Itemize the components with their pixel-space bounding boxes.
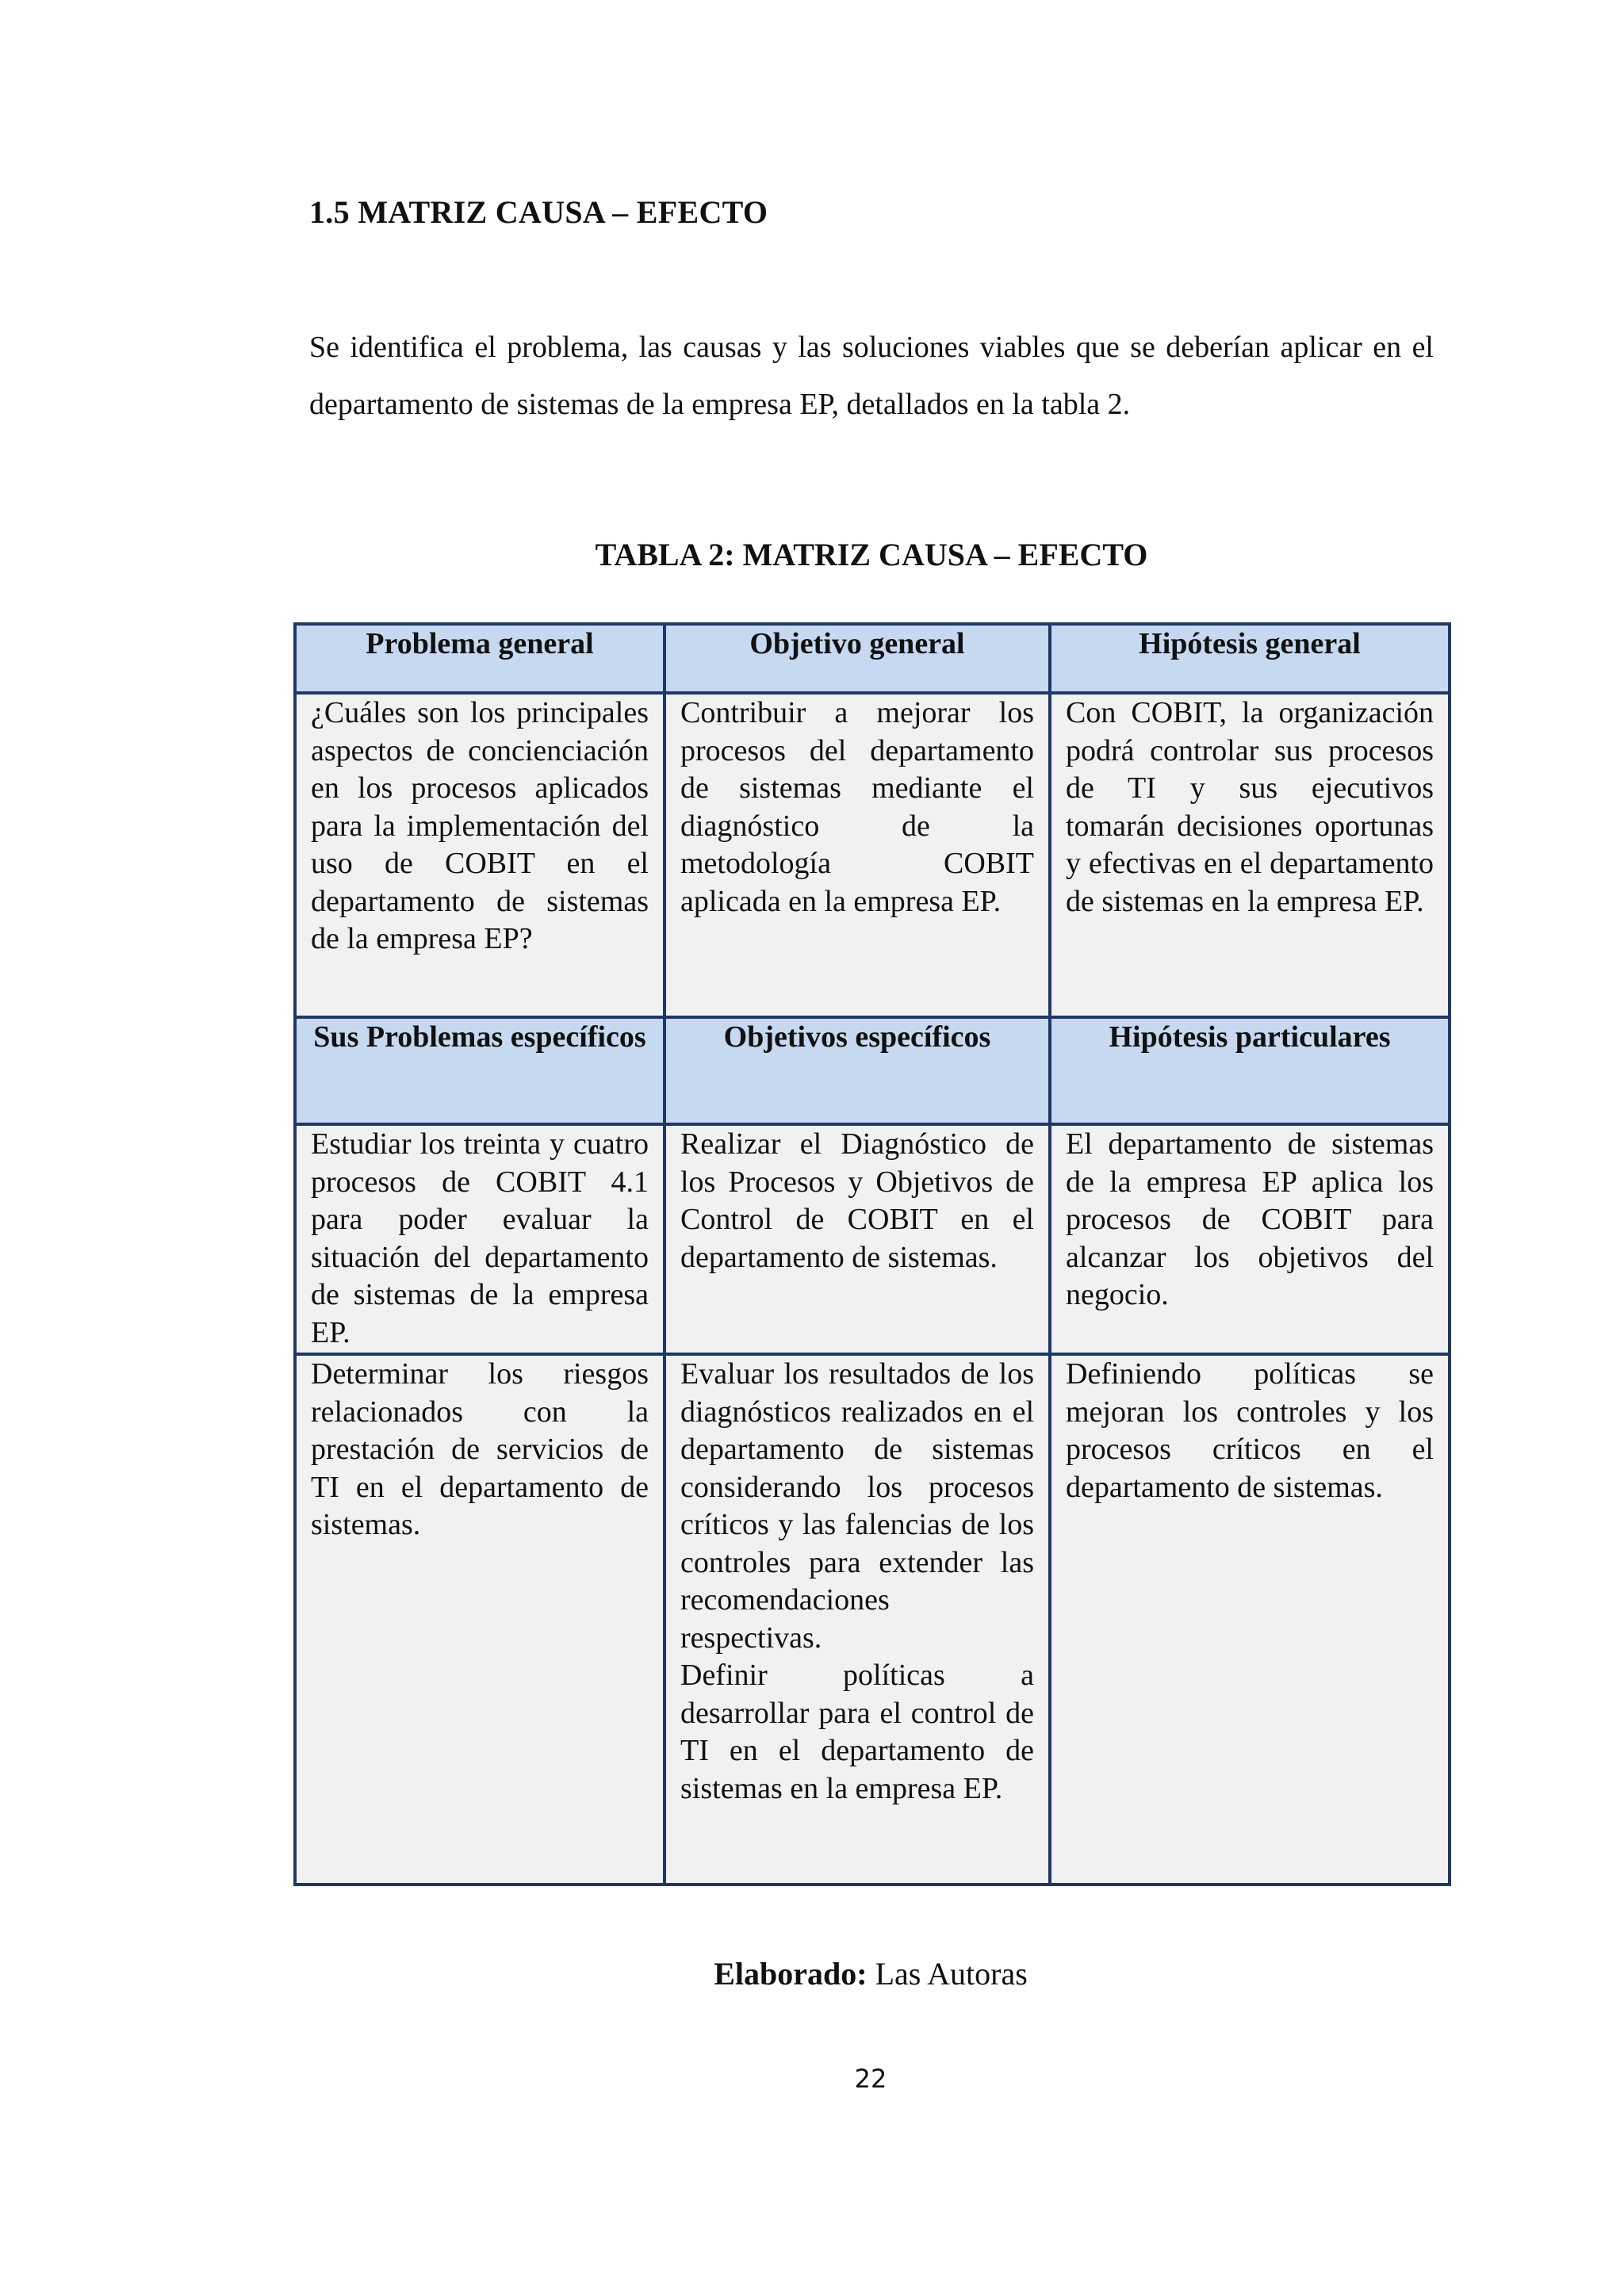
cell-general-objective: Contribuir a mejorar los procesos del departamento de sistemas mediante el diagnóstico de la metodología COBIT aplicada en la empresa EP. — [665, 693, 1050, 1017]
intro-paragraph: Se identifica el problema, las causas y las soluciones viables que se deberían aplicar en el departamento de sistemas de la empresa EP, detallados en la tabla 2. — [309, 331, 1434, 421]
header-particular-hypotheses: Hipótesis particulares — [1050, 1017, 1450, 1124]
source-label: Elaborado: — [714, 1956, 868, 1992]
cell-specific-objective-2 — [665, 1354, 1050, 1885]
header-general-objective: Objetivo general — [665, 624, 1050, 693]
table-header-row-specific — [295, 1017, 1450, 1124]
table-row-specific-1 — [295, 1124, 1450, 1354]
cell-specific-problem-2: Determinar los riesgos relacionados con la prestación de servicios de TI en el departamento de sistemas. — [295, 1354, 665, 1885]
section-heading: 1.5 MATRIZ CAUSA – EFECTO — [309, 194, 768, 230]
page-number: 22 — [854, 2064, 887, 2094]
source-value: Las Autoras — [867, 1956, 1028, 1992]
cell-specific-objective-1: Realizar el Diagnóstico de los Procesos y Objetivos de Control de COBIT en el departamento de sistemas. — [665, 1124, 1050, 1354]
cell-general-problem: ¿Cuáles son los principales aspectos de concienciación en los procesos aplicados para la implementación del uso de COBIT en el departamento de sistemas de la empresa EP? — [295, 693, 665, 1017]
table-source-note — [293, 1955, 1448, 1992]
table-row-specific-2 — [295, 1354, 1450, 1885]
cell-general-hypothesis: Con COBIT, la organización podrá controlar sus procesos de TI y sus ejecutivos tomarán decisiones oportunas y efectivas en el departamento de sistemas en la empresa EP. — [1050, 693, 1450, 1017]
objective-2-paragraph-a: Evaluar los resultados de los diagnósticos realizados en el departamento de sistemas considerando los procesos críticos y las falencias de los controles para extender las recomendaciones respectivas. — [680, 1357, 1034, 1655]
cell-specific-hypothesis-1: El departamento de sistemas de la empresa EP aplica los procesos de COBIT para alcanzar los objetivos del negocio. — [1050, 1124, 1450, 1354]
table-caption: TABLA 2: MATRIZ CAUSA – EFECTO — [595, 537, 1148, 572]
cause-effect-matrix-table — [293, 622, 1451, 1886]
header-specific-objectives: Objetivos específicos — [665, 1017, 1050, 1124]
objective-2-paragraph-b: Definir políticas a desarrollar para el control de TI en el departamento de sistemas en la empresa EP. — [680, 1659, 1034, 1805]
table-header-row-general — [295, 624, 1450, 693]
cell-specific-problem-1: Estudiar los treinta y cuatro procesos de COBIT 4.1 para poder evaluar la situación del departamento de sistemas de la empresa EP. — [295, 1124, 665, 1354]
table-row-general — [295, 693, 1450, 1017]
header-general-hypothesis: Hipótesis general — [1050, 624, 1450, 693]
header-general-problem: Problema general — [295, 624, 665, 693]
cell-specific-hypothesis-2: Definiendo políticas se mejoran los controles y los procesos críticos en el departamento de sistemas. — [1050, 1354, 1450, 1885]
header-specific-problems: Sus Problemas específicos — [295, 1017, 665, 1124]
